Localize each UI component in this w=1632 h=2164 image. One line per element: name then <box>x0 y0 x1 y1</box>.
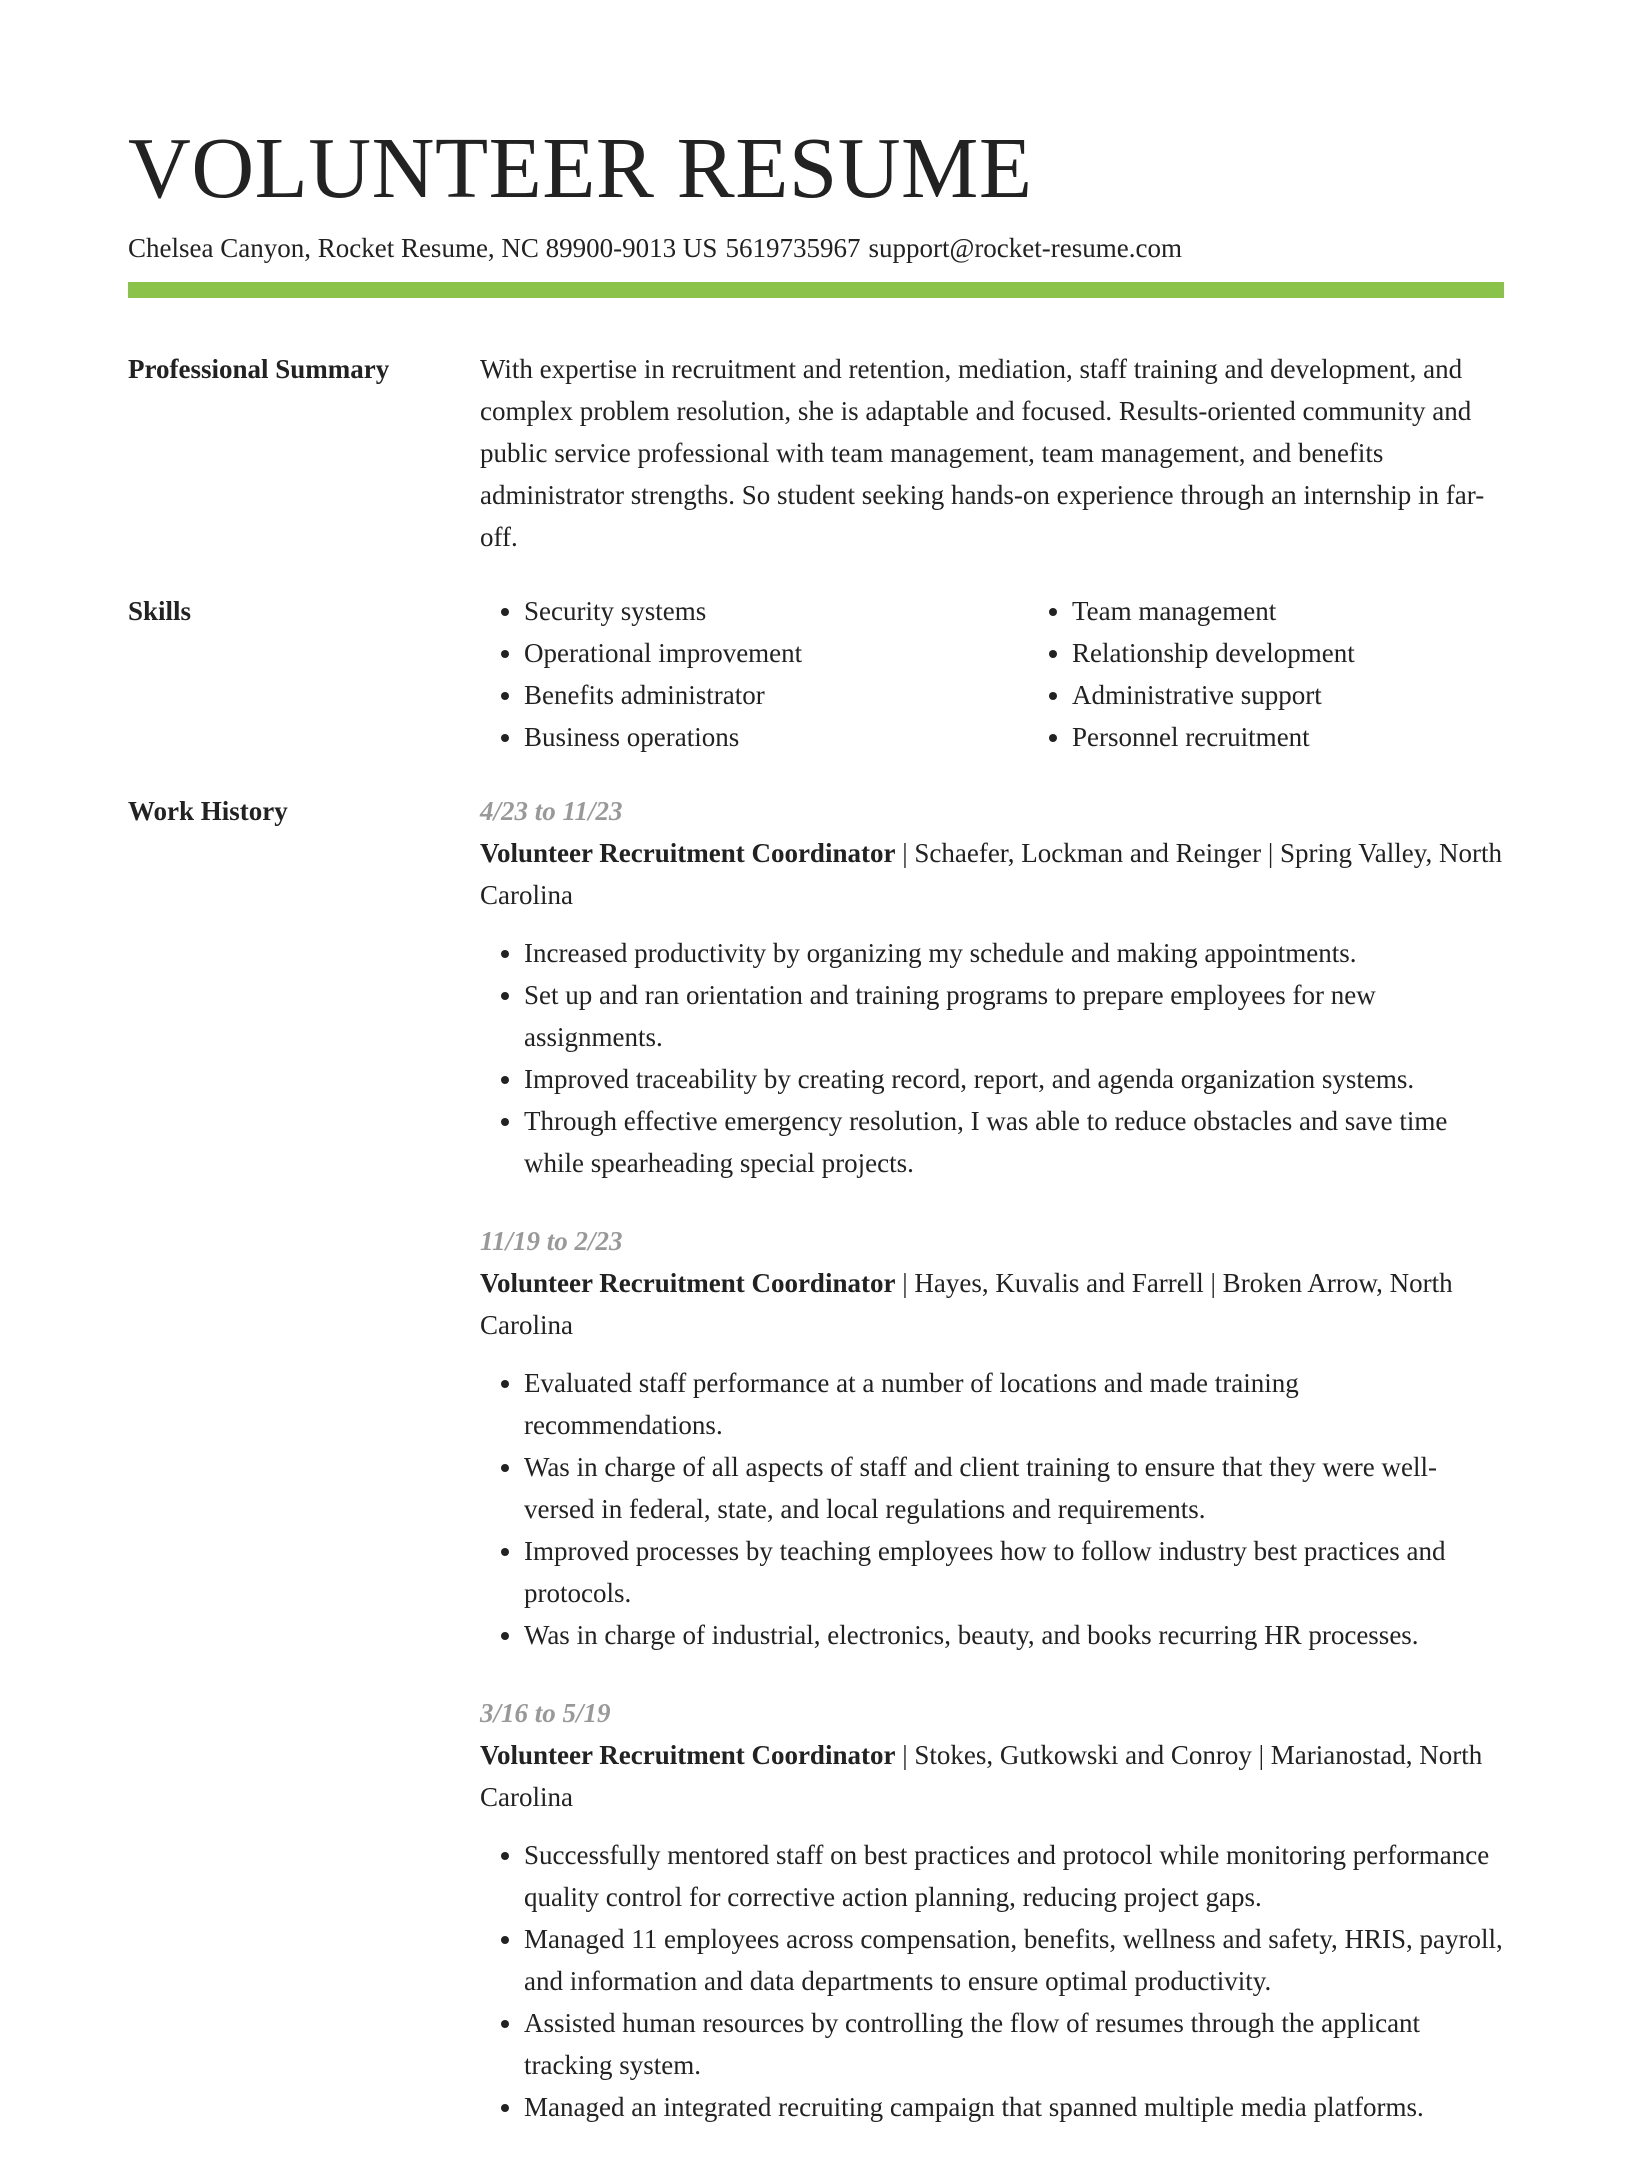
job-bullets <box>480 1362 1504 1656</box>
job-bullet: • Assisted human resources by controlling the flow of resumes through the applicant tracking system. <box>524 2002 1504 2086</box>
skills-section <box>128 590 1504 758</box>
job-bullet: • Successfully mentored staff on best practices and protocol while monitoring performance quality control for corrective action planning, reducing project gaps. <box>524 1834 1504 1918</box>
job-bullet: • Set up and ran orientation and training programs to prepare employees for new assignments. <box>524 974 1504 1058</box>
job-entry <box>480 1220 1504 1656</box>
resume-title: VOLUNTEER RESUME <box>128 119 1033 216</box>
job-bullet: • Improved processes by teaching employees how to follow industry best practices and protocols. <box>524 1530 1504 1614</box>
job-heading <box>480 832 1504 916</box>
skill-item: • Relationship development <box>1072 632 1576 674</box>
work-history-section <box>128 790 1504 2164</box>
job-details: | Hayes, Kuvalis and Farrell | Broken Arrow, North Carolina <box>480 1268 1453 1340</box>
job-title: Volunteer Recruitment Coordinator <box>480 1268 896 1298</box>
contact-line <box>128 230 1504 266</box>
job-details: | Stokes, Gutkowski and Conroy | Marianostad, North Carolina <box>480 1740 1483 1812</box>
job-bullet: • Managed an integrated recruiting campaign that spanned multiple media platforms. <box>524 2086 1504 2128</box>
summary-label: Professional Summary <box>128 354 390 384</box>
resume-page <box>128 118 1504 2164</box>
skill-item: • Team management <box>1072 590 1576 632</box>
contact-phone: 5619735967 <box>725 233 861 263</box>
job-bullet: • Increased productivity by organizing my schedule and making appointments. <box>524 932 1504 974</box>
job-details: | Schaefer, Lockman and Reinger | Spring Valley, North Carolina <box>480 838 1503 910</box>
skills-label: Skills <box>128 596 192 626</box>
skill-item: • Administrative support <box>1072 674 1576 716</box>
job-dates: 4/23 to 11/23 <box>480 796 623 826</box>
job-heading <box>480 1734 1504 1818</box>
job-bullet: • Was in charge of all aspects of staff and client training to ensure that they were well-versed in federal, state, and local regulations and requirements. <box>524 1446 1504 1530</box>
job-bullets <box>480 932 1504 1184</box>
job-dates: 11/19 to 2/23 <box>480 1226 623 1256</box>
summary-section <box>128 348 1504 558</box>
skills-column-left <box>480 590 1028 758</box>
skill-item: • Personnel recruitment <box>1072 716 1576 758</box>
skills-list <box>480 590 1576 758</box>
skills-column-right <box>1028 590 1576 758</box>
skill-item: • Security systems <box>524 590 1028 632</box>
skill-item: • Benefits administrator <box>524 674 1028 716</box>
job-bullet: • Was in charge of industrial, electronics, beauty, and books recurring HR processes. <box>524 1614 1504 1656</box>
job-bullet: • Improved traceability by creating record, report, and agenda organization systems. <box>524 1058 1504 1100</box>
job-entry <box>480 1692 1504 2128</box>
job-title: Volunteer Recruitment Coordinator <box>480 1740 896 1770</box>
job-bullet: • Evaluated staff performance at a number of locations and made training recommendations. <box>524 1362 1504 1446</box>
header-divider <box>128 282 1504 298</box>
job-dates: 3/16 to 5/19 <box>480 1698 611 1728</box>
job-bullet: • Through effective emergency resolution, I was able to reduce obstacles and save time while spearheading special projects. <box>524 1100 1504 1184</box>
work-history-label: Work History <box>128 796 288 826</box>
job-heading <box>480 1262 1504 1346</box>
job-bullet: • Managed 11 employees across compensation, benefits, wellness and safety, HRIS, payroll, and information and data departments to ensure optimal productivity. <box>524 1918 1504 2002</box>
summary-text: With expertise in recruitment and retention, mediation, staff training and development, and complex problem resolution, she is adaptable and focused. Results-oriented community and public service professional with team management, team management, and benefits administrator strengths. So student seeking hands-on experience through an internship in far-off. <box>480 354 1485 552</box>
skill-item: • Business operations <box>524 716 1028 758</box>
job-bullets <box>480 1834 1504 2128</box>
skill-item: • Operational improvement <box>524 632 1028 674</box>
work-history-list <box>480 790 1504 2164</box>
job-title: Volunteer Recruitment Coordinator <box>480 838 896 868</box>
contact-email: support@rocket-resume.com <box>868 233 1182 263</box>
contact-address: Chelsea Canyon, Rocket Resume, NC 89900-9013 US <box>128 233 718 263</box>
job-entry <box>480 790 1504 1184</box>
